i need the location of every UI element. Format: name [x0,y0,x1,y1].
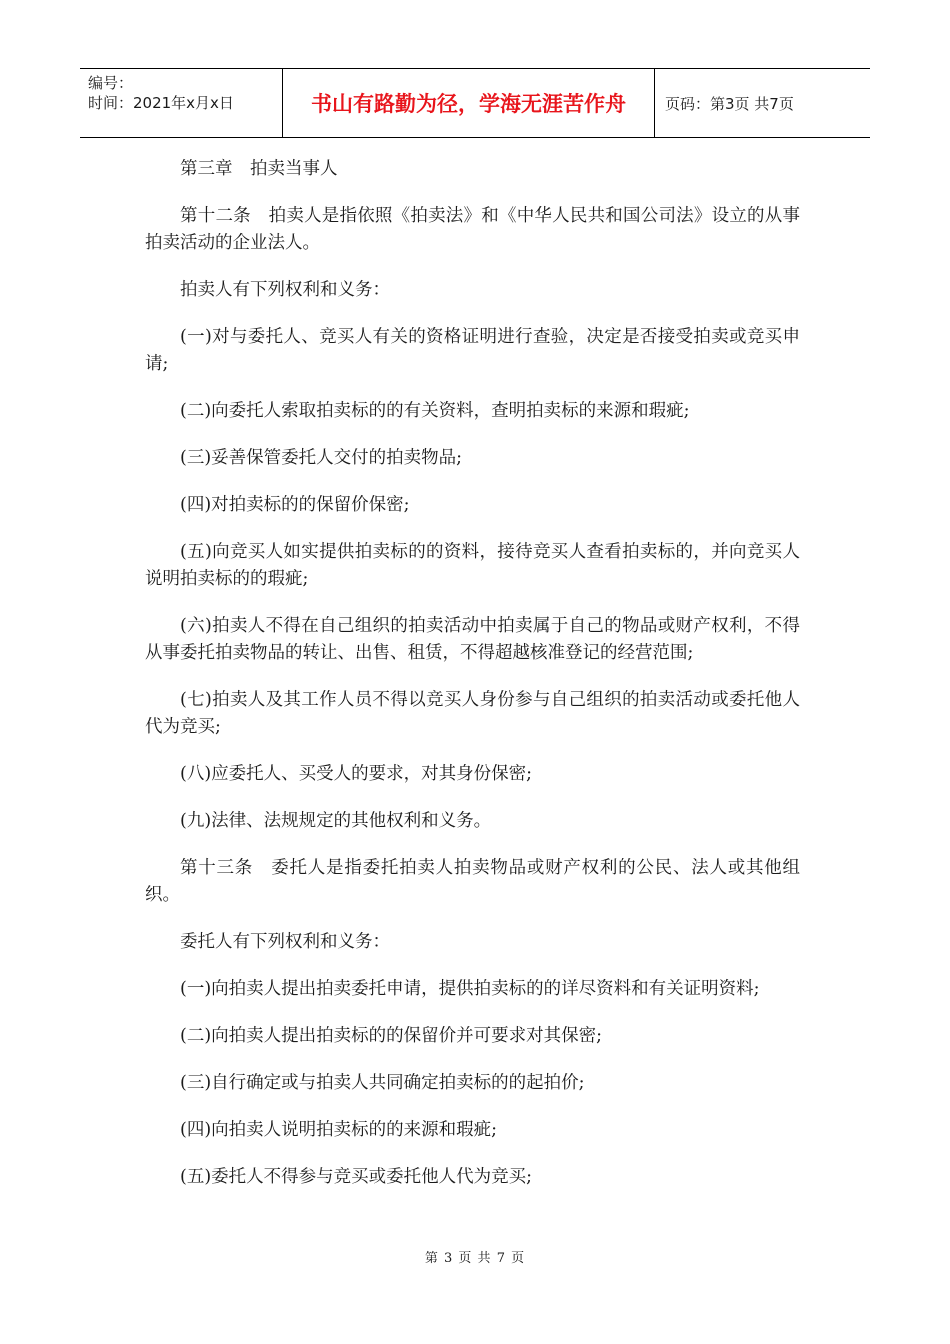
page-header [80,68,870,138]
header-meta [80,69,283,137]
auctioneer-item-5: (五)向竞买人如实提供拍卖标的的资料，接待竞买人查看拍卖标的，并向竞买人说明拍卖标的的瑕疵; [145,542,800,589]
auctioneer-item-6: (六)拍卖人不得在自己组织的拍卖活动中拍卖属于自己的物品或财产权利，不得从事委托拍卖物品的转让、出售、租赁，不得超越核准登记的经营范围; [145,616,800,663]
consignor-rights-intro: 委托人有下列权利和义务： [180,932,390,952]
consignor-item-2: (二)向拍卖人提出拍卖标的的保留价并可要求对其保密; [180,1026,603,1046]
consignor-item-3: (三)自行确定或与拍卖人共同确定拍卖标的的起拍价; [180,1073,585,1093]
document-body [145,156,800,1211]
auctioneer-item-1: (一)对与委托人、竞买人有关的资格证明进行查验，决定是否接受拍卖或竞买申请; [145,327,800,374]
page-footer: 第 3 页 共 7 页 [424,1251,526,1266]
consignor-item-5: (五)委托人不得参与竞买或委托他人代为竞买; [180,1167,533,1187]
article-12: 第十二条 拍卖人是指依照《拍卖法》和《中华人民共和国公司法》设立的从事拍卖活动的企业法人。 [145,206,800,253]
auctioneer-item-2: (二)向委托人索取拍卖标的的有关资料，查明拍卖标的来源和瑕疵; [180,401,690,421]
consignor-item-1: (一)向拍卖人提出拍卖委托申请，提供拍卖标的的详尽资料和有关证明资料; [180,979,760,999]
header-motto: 书山有路勤为径，学海无涯苦作舟 [283,69,655,137]
document-time-label: 时间：2021年x月x日 [88,94,234,112]
consignor-item-4: (四)向拍卖人说明拍卖标的的来源和瑕疵; [180,1120,498,1140]
header-page-label: 页码：第3页 共7页 [665,94,794,113]
auctioneer-item-8: (八)应委托人、买受人的要求，对其身份保密; [180,764,533,784]
auctioneer-item-9: (九)法律、法规规定的其他权利和义务。 [180,811,492,831]
auctioneer-item-7: (七)拍卖人及其工作人员不得以竞买人身份参与自己组织的拍卖活动或委托他人代为竞买; [145,690,800,737]
chapter-heading: 第三章 拍卖当事人 [180,159,338,179]
document-number-label: 编号： [88,74,134,92]
auctioneer-item-4: (四)对拍卖标的的保留价保密; [180,495,410,515]
article-13: 第十三条 委托人是指委托拍卖人拍卖物品或财产权利的公民、法人或其他组织。 [145,858,800,905]
auctioneer-rights-intro: 拍卖人有下列权利和义务： [180,280,390,300]
auctioneer-item-3: (三)妥善保管委托人交付的拍卖物品; [180,448,463,468]
